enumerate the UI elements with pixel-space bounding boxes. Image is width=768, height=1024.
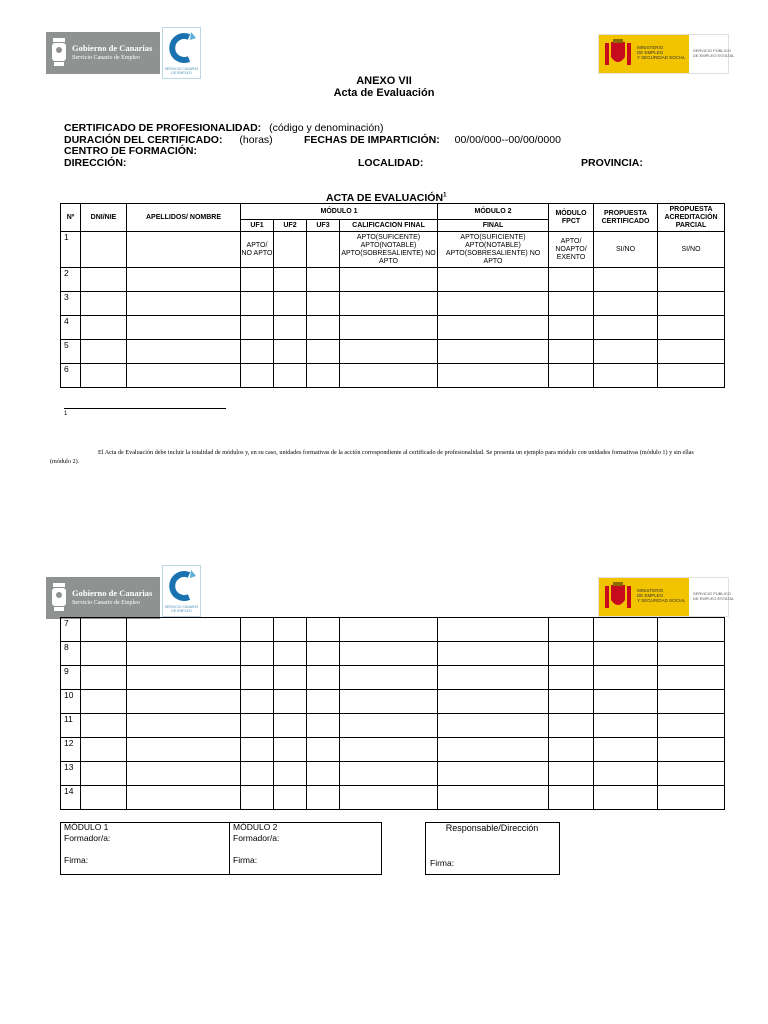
table-cell xyxy=(274,714,307,738)
sce-c-logo xyxy=(162,27,201,79)
table-cell xyxy=(274,738,307,762)
table-cell xyxy=(307,666,340,690)
table-row xyxy=(61,738,725,762)
table-cell xyxy=(127,786,241,810)
row-num: 5 xyxy=(61,340,81,364)
table-cell xyxy=(127,340,241,364)
table-cell xyxy=(658,714,725,738)
table-cell xyxy=(438,618,549,642)
table-row xyxy=(61,642,725,666)
table-cell xyxy=(241,786,274,810)
col-final: FINAL xyxy=(438,220,549,232)
table-cell xyxy=(307,714,340,738)
sepe-text-2: DE EMPLEO ESTATAL xyxy=(693,53,735,58)
table-cell xyxy=(81,762,127,786)
table-cell xyxy=(594,762,658,786)
table-cell xyxy=(127,268,241,292)
cell-calif-options: APTO(SUFICENTE) APTO(NOTABLE) APTO(SOBRESALIENTE) NO APTO xyxy=(340,232,438,268)
table-cell xyxy=(340,786,438,810)
ministerio-text-1: MINISTERIO xyxy=(637,45,664,50)
table-cell xyxy=(594,316,658,340)
table-cell xyxy=(549,268,594,292)
cert-label: CERTIFICADO DE PROFESIONALIDAD: xyxy=(64,122,262,134)
table-cell xyxy=(274,340,307,364)
table-cell xyxy=(127,642,241,666)
table-cell xyxy=(549,762,594,786)
table-cell xyxy=(594,786,658,810)
col-modulo1: MÓDULO 1 xyxy=(241,204,438,220)
table-cell xyxy=(594,364,658,388)
footnote-ref: 1 xyxy=(443,192,447,199)
table-cell xyxy=(658,690,725,714)
table-row xyxy=(61,618,725,642)
col-prop-cert: PROPUESTA CERTIFICADO xyxy=(594,204,658,232)
table-row xyxy=(61,786,725,810)
table-cell xyxy=(274,762,307,786)
col-num: Nº xyxy=(61,204,81,232)
table-cell xyxy=(340,268,438,292)
table-cell xyxy=(594,292,658,316)
table-row xyxy=(61,666,725,690)
c-logo-caption: SERVICIO CANARIO DE EMPLEO xyxy=(164,605,199,613)
table-cell xyxy=(549,714,594,738)
mod1-title: MÓDULO 1 xyxy=(64,822,109,832)
table-cell xyxy=(241,292,274,316)
table-cell xyxy=(274,642,307,666)
table-cell xyxy=(307,340,340,364)
table-cell xyxy=(307,786,340,810)
table-cell xyxy=(274,364,307,388)
evaluation-table-continued xyxy=(60,617,725,810)
table-cell xyxy=(127,762,241,786)
table-cell xyxy=(658,316,725,340)
gobierno-canarias-logo-p2 xyxy=(46,577,160,619)
centro-label: CENTRO DE FORMACIÓN: xyxy=(64,145,197,157)
table-row xyxy=(61,232,725,268)
table-cell xyxy=(594,738,658,762)
cell-apellidos xyxy=(127,232,241,268)
col-fpct: MÓDULO FPCT xyxy=(549,204,594,232)
table-cell xyxy=(241,690,274,714)
table-cell xyxy=(307,690,340,714)
table-cell xyxy=(127,618,241,642)
col-calif: CALIFICACION FINAL xyxy=(340,220,438,232)
table-cell xyxy=(658,666,725,690)
sepe-text-1: SERVICIO PÚBLICO xyxy=(693,591,731,596)
table-cell xyxy=(241,364,274,388)
table-cell xyxy=(438,316,549,340)
ministerio-text-1: MINISTERIO xyxy=(637,588,664,593)
c-logo-caption: SERVICIO CANARIO DE EMPLEO xyxy=(164,67,199,75)
table-cell xyxy=(127,714,241,738)
table-cell xyxy=(307,316,340,340)
table-cell xyxy=(340,738,438,762)
coat-of-arms-icon xyxy=(50,581,68,613)
row-num: 9 xyxy=(61,666,81,690)
footnote-text: El Acta de Evaluación debe incluir la totalidad de módulos y, en su caso, unidades formativas de la acción correspondiente al certificado de profesionalidad. Se presenta un ejemplo para módulo con unidades formativas (módulo 1) y sin ellas (módulo 2). xyxy=(50,449,694,465)
table-row xyxy=(61,340,725,364)
row-num: 7 xyxy=(61,618,81,642)
table-cell xyxy=(241,666,274,690)
table-cell xyxy=(658,340,725,364)
table-cell xyxy=(81,364,127,388)
table-cell xyxy=(307,618,340,642)
table-cell xyxy=(438,714,549,738)
col-uf1: UF1 xyxy=(241,220,274,232)
ministerio-text-2: DE EMPLEO xyxy=(637,593,664,598)
table-row xyxy=(61,690,725,714)
mod1-firma: Firma: xyxy=(64,855,89,865)
ministerio-text-3: Y SEGURIDAD SOCIAL xyxy=(637,598,686,603)
table-cell xyxy=(241,762,274,786)
table-cell xyxy=(274,786,307,810)
table-cell xyxy=(549,786,594,810)
mod1-formador: Formador/a: xyxy=(64,833,111,843)
table-cell xyxy=(594,340,658,364)
table-cell xyxy=(549,690,594,714)
table-cell xyxy=(549,642,594,666)
table-cell xyxy=(307,292,340,316)
row-num: 8 xyxy=(61,642,81,666)
table-cell xyxy=(127,666,241,690)
table-cell xyxy=(340,364,438,388)
table-cell xyxy=(438,738,549,762)
table-row xyxy=(61,268,725,292)
table-cell xyxy=(81,292,127,316)
logo-text-servicio: Servicio Canario de Empleo xyxy=(72,600,140,606)
col-uf3: UF3 xyxy=(307,220,340,232)
table-cell xyxy=(549,738,594,762)
table-cell xyxy=(340,340,438,364)
table-cell xyxy=(594,690,658,714)
table-cell xyxy=(549,618,594,642)
table-cell xyxy=(81,690,127,714)
row-num: 12 xyxy=(61,738,81,762)
table-body-page1 xyxy=(61,268,725,388)
table-body-page2 xyxy=(61,618,725,810)
table-cell xyxy=(594,714,658,738)
table-cell xyxy=(241,340,274,364)
table-cell xyxy=(81,666,127,690)
table-cell xyxy=(438,762,549,786)
cell-uf1-options: APTO/ NO APTO xyxy=(241,232,274,268)
responsable-firma: Firma: xyxy=(430,858,455,868)
row-num: 4 xyxy=(61,316,81,340)
table-cell xyxy=(241,714,274,738)
fechas-line xyxy=(304,134,561,146)
mod2-title: MÓDULO 2 xyxy=(233,822,278,832)
row-num: 14 xyxy=(61,786,81,810)
cell-uf3 xyxy=(307,232,340,268)
table-cell xyxy=(549,666,594,690)
row-num: 11 xyxy=(61,714,81,738)
fechas-value: 00/00/000--00/00/0000 xyxy=(454,134,561,146)
table-cell xyxy=(549,364,594,388)
table-cell xyxy=(127,690,241,714)
spain-shield-icon xyxy=(603,580,633,614)
table-cell xyxy=(241,316,274,340)
cell-prop-acred-options: SI/NO xyxy=(658,232,725,268)
table-cell xyxy=(340,316,438,340)
col-uf2: UF2 xyxy=(274,220,307,232)
table-cell xyxy=(594,268,658,292)
provincia-label: PROVINCIA: xyxy=(581,157,643,169)
evaluation-table xyxy=(60,203,725,388)
table-cell xyxy=(274,618,307,642)
table-cell xyxy=(438,690,549,714)
table-cell xyxy=(127,364,241,388)
table-cell xyxy=(658,762,725,786)
responsable-title: Responsable/Dirección xyxy=(445,823,539,833)
table-cell xyxy=(241,738,274,762)
table-cell xyxy=(274,268,307,292)
table-cell xyxy=(307,738,340,762)
footnote-mark: 1 xyxy=(64,411,68,417)
table-cell xyxy=(549,340,594,364)
table-cell xyxy=(81,786,127,810)
table-row xyxy=(61,292,725,316)
spain-shield-icon xyxy=(603,37,633,71)
row-num: 10 xyxy=(61,690,81,714)
table-cell xyxy=(658,292,725,316)
duracion-label: DURACIÓN DEL CERTIFICADO: xyxy=(64,134,223,146)
table-cell xyxy=(549,292,594,316)
ministerio-logo-p2 xyxy=(598,577,735,617)
table-cell xyxy=(307,364,340,388)
row-num: 3 xyxy=(61,292,81,316)
table-row xyxy=(61,714,725,738)
table-cell xyxy=(594,618,658,642)
table-cell xyxy=(438,340,549,364)
logo-text-gobierno: Gobierno de Canarias xyxy=(72,588,153,598)
table-cell xyxy=(274,666,307,690)
document-title: ANEXO VII xyxy=(356,75,412,87)
cert-value: (código y denominación) xyxy=(269,122,384,134)
table-cell xyxy=(127,316,241,340)
ministerio-text-3: Y SEGURIDAD SOCIAL xyxy=(637,55,686,60)
table-cell xyxy=(438,642,549,666)
cert-line xyxy=(64,122,384,134)
document-subtitle: Acta de Evaluación xyxy=(333,87,435,99)
ministerio-logo xyxy=(598,34,735,74)
table-row xyxy=(61,364,725,388)
table-cell xyxy=(274,316,307,340)
sepe-text-2: DE EMPLEO ESTATAL xyxy=(693,596,735,601)
row-num: 2 xyxy=(61,268,81,292)
table-cell xyxy=(241,618,274,642)
table-cell xyxy=(127,292,241,316)
table-cell xyxy=(658,786,725,810)
table-cell xyxy=(438,364,549,388)
signature-divider xyxy=(229,823,230,874)
row-num: 13 xyxy=(61,762,81,786)
c-letter-icon xyxy=(163,28,200,68)
sepe-text-1: SERVICIO PÚBLICO xyxy=(693,48,731,53)
table-cell xyxy=(340,714,438,738)
table-cell xyxy=(438,268,549,292)
table-cell xyxy=(81,642,127,666)
table-cell xyxy=(81,738,127,762)
gobierno-canarias-logo xyxy=(46,32,160,74)
table-cell xyxy=(438,292,549,316)
table-cell xyxy=(594,666,658,690)
cell-uf2 xyxy=(274,232,307,268)
table-cell xyxy=(340,618,438,642)
table-cell xyxy=(658,618,725,642)
direccion-label: DIRECCIÓN: xyxy=(64,157,127,169)
cell-dni xyxy=(81,232,127,268)
table-cell xyxy=(274,292,307,316)
sce-c-logo-p2 xyxy=(162,565,201,617)
table-cell xyxy=(340,292,438,316)
header-row xyxy=(61,204,725,220)
col-dni: DNI/NIE xyxy=(81,204,127,232)
cell-prop-cert-options: SI/NO xyxy=(594,232,658,268)
col-prop-acred: PROPUESTA ACREDITACIÓN PARCIAL xyxy=(658,204,725,232)
table-cell xyxy=(81,618,127,642)
table-cell xyxy=(81,316,127,340)
table-cell xyxy=(340,762,438,786)
table-cell xyxy=(340,690,438,714)
col-apellidos: APELLIDOS/ NOMBRE xyxy=(127,204,241,232)
table-cell xyxy=(81,340,127,364)
table-cell xyxy=(549,316,594,340)
col-modulo2: MÓDULO 2 xyxy=(438,204,549,220)
c-letter-icon xyxy=(163,566,200,606)
ministerio-text-2: DE EMPLEO xyxy=(637,50,664,55)
table-cell xyxy=(127,738,241,762)
table-cell xyxy=(658,268,725,292)
table-cell xyxy=(307,642,340,666)
mod2-firma: Firma: xyxy=(233,855,258,865)
table-cell xyxy=(81,268,127,292)
table-title: ACTA DE EVALUACIÓN$^1$ xyxy=(326,192,447,204)
table-cell xyxy=(241,642,274,666)
fechas-label: FECHAS DE IMPARTICIÓN: xyxy=(304,134,440,146)
footnote-separator xyxy=(64,408,226,409)
table-cell xyxy=(81,714,127,738)
duracion-value: (horas) xyxy=(239,134,273,146)
table-cell xyxy=(274,690,307,714)
logo-text-gobierno: Gobierno de Canarias xyxy=(72,43,153,53)
coat-of-arms-icon xyxy=(50,36,68,68)
logo-text-servicio: Servicio Canario de Empleo xyxy=(72,55,140,61)
cell-fpct-options: APTO/ NOAPTO/ EXENTO xyxy=(549,232,594,268)
localidad-label: LOCALIDAD: xyxy=(358,157,424,169)
mod2-formador: Formador/a: xyxy=(233,833,280,843)
table-cell xyxy=(658,364,725,388)
cell-final-options: APTO(SUFICIENTE) APTO(NOTABLE) APTO(SOBRESALIENTE) NO APTO xyxy=(438,232,549,268)
table-cell xyxy=(340,642,438,666)
table-cell xyxy=(594,642,658,666)
row-num: 1 xyxy=(61,232,81,268)
table-row xyxy=(61,316,725,340)
table-cell xyxy=(241,268,274,292)
table-cell xyxy=(658,642,725,666)
table-cell xyxy=(307,268,340,292)
table-cell xyxy=(340,666,438,690)
table-cell xyxy=(307,762,340,786)
table-cell xyxy=(438,666,549,690)
table-cell xyxy=(658,738,725,762)
table-cell xyxy=(438,786,549,810)
table-row xyxy=(61,762,725,786)
row-num: 6 xyxy=(61,364,81,388)
